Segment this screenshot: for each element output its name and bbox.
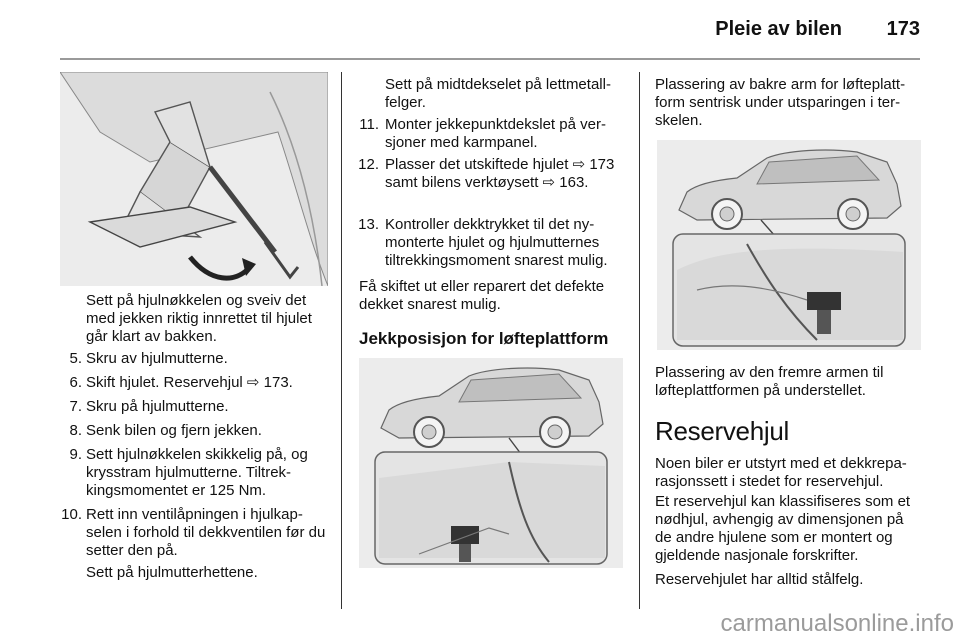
list-item: 12. Plasser det utskiftede hjulet ⇨ 173 samt bilens verktøysett ⇨ 163. [358, 156, 615, 191]
page-title: Pleie av bilen [715, 18, 842, 40]
lift-platform-rear-illustration [359, 358, 623, 568]
list-item: 9. Sett hjulnøkkelen skikkelig på, og krysstram hjulmutterne. Tiltrekkingsmomentet er 125 Nm. [69, 446, 308, 499]
column-divider-1 [341, 72, 342, 609]
list-item: 13. Kontroller dekktrykket til det nymonterte hjulet og hjulmutternes tiltrekkingsmoment snarest mulig. [358, 216, 608, 269]
list-item-followup: Sett på midtdekselet på lettmetallfelger. [385, 76, 611, 111]
list-item-followup: Sett på hjulmutterhettene. [86, 564, 258, 581]
list-item: 5. Skru av hjulmutterne. [69, 350, 228, 367]
rear-arm-text: Plassering av bakre arm for løfteplattform sentrisk under utsparingen i terskelen. [655, 76, 906, 129]
lift-platform-front-illustration [657, 140, 921, 350]
section-heading-reservehjul: Reservehjul [655, 416, 789, 446]
jack-instruction-text: Sett på hjulnøkkelen og sveiv det med jekken riktig innrettet til hjulet går klart av bakken. [86, 292, 312, 345]
list-item: 11. Monter jekkepunktdekslet på versjoner med karmpanel. [359, 116, 606, 151]
list-item: 6. Skift hjulet. Reservehjul ⇨ 173. [69, 374, 293, 391]
header-rule [60, 58, 920, 60]
page-number: 173 [886, 18, 920, 40]
front-arm-text: Plassering av den fremre armen til løfteplattformen på understellet. [655, 364, 884, 399]
section-heading: Jekkposisjon for løfteplattform [359, 329, 609, 348]
list-item: 10. Rett inn ventilåpningen i hjulkapselen i forhold til dekkventilen før du setter den på. [61, 506, 326, 559]
watermark: carmanualsonline.info [720, 610, 954, 637]
list-item: 8. Senk bilen og fjern jekken. [69, 422, 262, 439]
list-item: 7. Skru på hjulmutterne. [69, 398, 229, 415]
jack-illustration [60, 72, 328, 286]
paragraph: Noen biler er utstyrt med et dekkreparasjonssett i stedet for reservehjul. [655, 455, 907, 490]
paragraph: Et reservehjul kan klassifiseres som et nødhjul, avhengig av dimensjonen på de andre hjulene som er montert og gjeldende nasjonale forskrifter. [655, 493, 911, 564]
paragraph: Reservehjulet har alltid stålfelg. [655, 571, 864, 588]
defect-tyre-text: Få skiftet ut eller reparert det defekte dekket snarest mulig. [359, 278, 605, 313]
page-header [0, 0, 960, 58]
column-divider-2 [639, 72, 640, 609]
